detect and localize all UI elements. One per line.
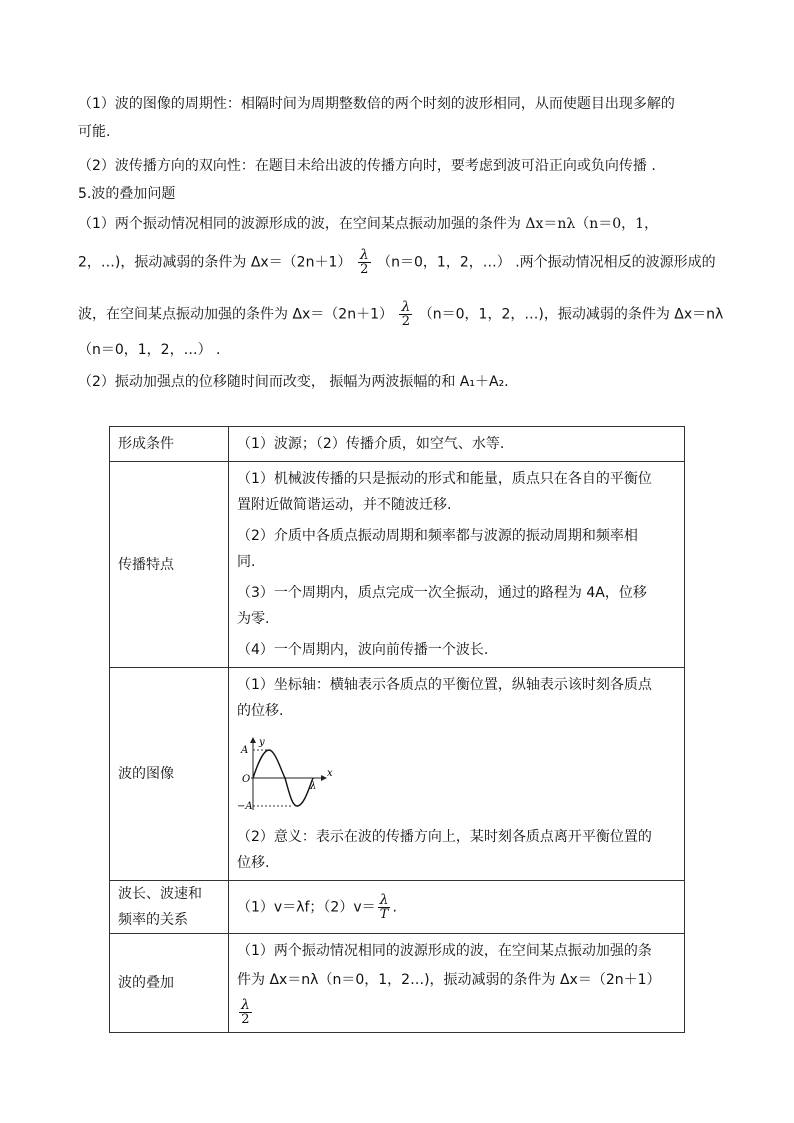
p1-math: Δx＝nλ（n＝0，1， [525, 216, 659, 232]
fraction-numerator: λ [379, 891, 389, 908]
intro-line-1-cont: 可能. [78, 124, 111, 140]
wave-graph-svg [237, 734, 333, 814]
superposition-text-line2 [237, 964, 676, 1028]
superposition-p2: （2）振动加强点的位移随时间而改变， 振幅为两波振幅的和 A₁＋A₂. [78, 374, 509, 390]
intro-line-1: （1）波的图像的周期性：相隔时间为周期整数倍的两个时刻的波形相同，从而使题目出现多解的 [78, 96, 675, 112]
row-label [110, 881, 229, 934]
feature-text: （4）一个周期内，波向前传播一个波长. [237, 642, 489, 658]
fraction-numerator: λ [359, 247, 369, 263]
lambda-over-2-fraction [399, 300, 412, 329]
feature-text: 为零. [237, 611, 270, 627]
superposition-p1-line2 [78, 248, 716, 277]
negative-amplitude-label: −A [237, 801, 253, 812]
superposition-p1-line1 [78, 214, 658, 234]
table-row [110, 881, 685, 934]
fraction-denominator: T [379, 906, 389, 922]
lambda-over-2-fraction [358, 248, 371, 277]
knowledge-table [109, 426, 685, 1033]
table-row [110, 668, 685, 881]
row-content [229, 462, 685, 668]
superposition-text: 件为 Δx＝nλ（n＝0，1，2…)，振动减弱的条件为 Δx＝（2n＋1） [237, 972, 661, 988]
row-content [229, 427, 685, 462]
intro-line-2: （2）波传播方向的双向性：在题目未给出波的传播方向时，要考虑到波可沿正向或负向传播 . [78, 158, 656, 174]
image-text: 的位移. [237, 703, 284, 719]
feature-text: （2）介质中各质点振动周期和频率都与波源的振动周期和频率相 [237, 528, 638, 544]
feature-text: （1）机械波传播的只是振动的形式和能量，质点只在各自的平衡位 [237, 471, 652, 487]
image-text: （2）意义：表示在波的传播方向上，某时刻各质点离开平衡位置的 [237, 829, 652, 845]
y-axis-arrow [250, 737, 256, 743]
p1-line3-a: 波，在空间某点振动加强的条件为 Δx＝（2n＋1） [78, 306, 393, 323]
wavelength-label: λ [310, 781, 317, 792]
row-text: （1）波源；（2）传播介质，如空气、水等. [237, 436, 505, 452]
section-title: 5.波的叠加问题 [78, 186, 176, 202]
superposition-text: （1）两个振动情况相同的波源形成的波，在空间某点振动加强的条 [237, 943, 652, 959]
superposition-p1-line3 [78, 300, 723, 329]
fraction-denominator: 2 [241, 1011, 250, 1027]
label-line: 频率的关系 [118, 912, 188, 928]
table-row [110, 934, 685, 1033]
row-label: 波的图像 [110, 668, 229, 881]
p1-line2-a: 2，…)，振动减弱的条件为 Δx＝（2n＋1） [78, 254, 352, 271]
table-row [110, 462, 685, 668]
feature-text: 置附近做简谐运动，并不随波迁移. [237, 497, 452, 513]
x-axis-label: x [327, 768, 333, 779]
image-text: （1）坐标轴：横轴表示各质点的平衡位置，纵轴表示该时刻各质点 [237, 677, 652, 693]
row-label: 波的叠加 [110, 934, 229, 1033]
label-line: 波长、波速和 [118, 886, 202, 902]
row-content [229, 934, 685, 1033]
feature-text: 同. [237, 554, 256, 570]
fraction-denominator: 2 [401, 314, 411, 329]
relation-text: （1）v＝λf；（2）v＝ [237, 899, 376, 915]
superposition-p1-line4: （n＝0，1，2，…） . [78, 342, 221, 358]
row-content [229, 881, 685, 934]
row-content [229, 668, 685, 881]
row-label: 传播特点 [110, 462, 229, 668]
fraction-numerator: λ [401, 299, 411, 315]
y-axis-label: y [259, 737, 265, 748]
image-text: 位移. [237, 855, 270, 871]
p1-text: （1）两个振动情况相同的波源形成的波，在空间某点振动加强的条件为 [78, 216, 521, 232]
wave-graph [237, 734, 676, 818]
lambda-over-t-fraction [378, 893, 391, 922]
amplitude-label: A [241, 745, 249, 756]
lambda-over-2-fraction [239, 998, 252, 1027]
p1-line2-b: （n＝0，1，2，…） .两个振动情况相反的波源形成的 [377, 254, 716, 271]
fraction-denominator: 2 [360, 262, 369, 277]
feature-text: （3）一个周期内，质点完成一次全振动，通过的路程为 4A，位移 [237, 585, 647, 601]
relation-end: . [392, 899, 397, 915]
row-label: 形成条件 [110, 427, 229, 462]
p1-line3-b: （n＝0，1，2，…)，振动减弱的条件为 Δx＝nλ [418, 306, 724, 323]
fraction-numerator: λ [241, 996, 250, 1013]
table-row [110, 427, 685, 462]
origin-label: O [242, 774, 251, 785]
